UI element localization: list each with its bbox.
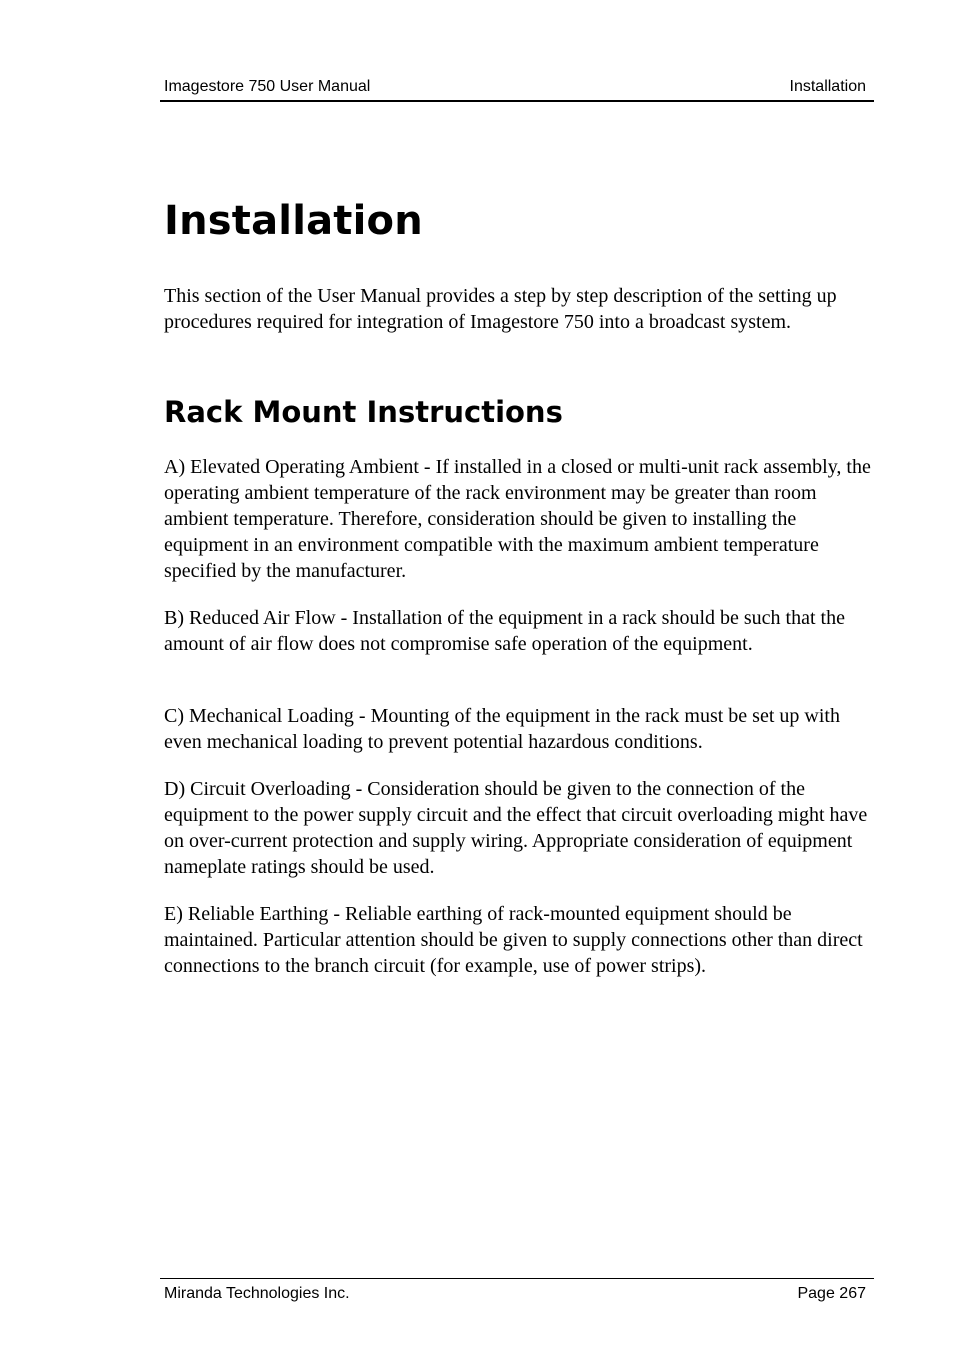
company-name: Miranda Technologies Inc. (164, 1285, 350, 1302)
page-number: Page 267 (797, 1285, 866, 1302)
section-heading: Rack Mount Instructions (164, 395, 563, 429)
page-title: Installation (164, 198, 423, 244)
paragraph-reliable-earthing: E) Reliable Earthing - Reliable earthing of rack-mounted equipment should be maintained. Particular attention should be given to supply connections other than direct connections to the branch circuit (for example, use of power strips). (164, 903, 863, 977)
header-section-name: Installation (789, 78, 866, 95)
page-header (160, 76, 874, 102)
paragraph-reduced-air-flow: B) Reduced Air Flow - Installation of the equipment in a rack should be such that the amount of air flow does not compromise safe operation of the equipment. (164, 607, 845, 655)
paragraph-mechanical-loading: C) Mechanical Loading - Mounting of the equipment in the rack must be set up with even mechanical loading to prevent potential hazardous conditions. (164, 705, 840, 753)
paragraph-circuit-overloading: D) Circuit Overloading - Consideration should be given to the connection of the equipment to the power supply circuit and the effect that circuit overloading might have on over-current protection and supply wiring. Appropriate consideration of equipment nameplate ratings should be used. (164, 778, 868, 878)
page-footer (160, 1278, 874, 1305)
intro-paragraph: This section of the User Manual provides a step by step description of the setting up procedures required for integration of Imagestore 750 into a broadcast system. (164, 285, 837, 333)
paragraph-elevated-operating-ambient: A) Elevated Operating Ambient - If installed in a closed or multi-unit rack assembly, the operating ambient temperature of the rack environment may be greater than room ambient temperature. Therefore, consideration should be given to installing the equipment in an environment compatible with the maximum ambient temperature specified by the manufacturer. (164, 456, 871, 582)
manual-title: Imagestore 750 User Manual (164, 78, 371, 95)
